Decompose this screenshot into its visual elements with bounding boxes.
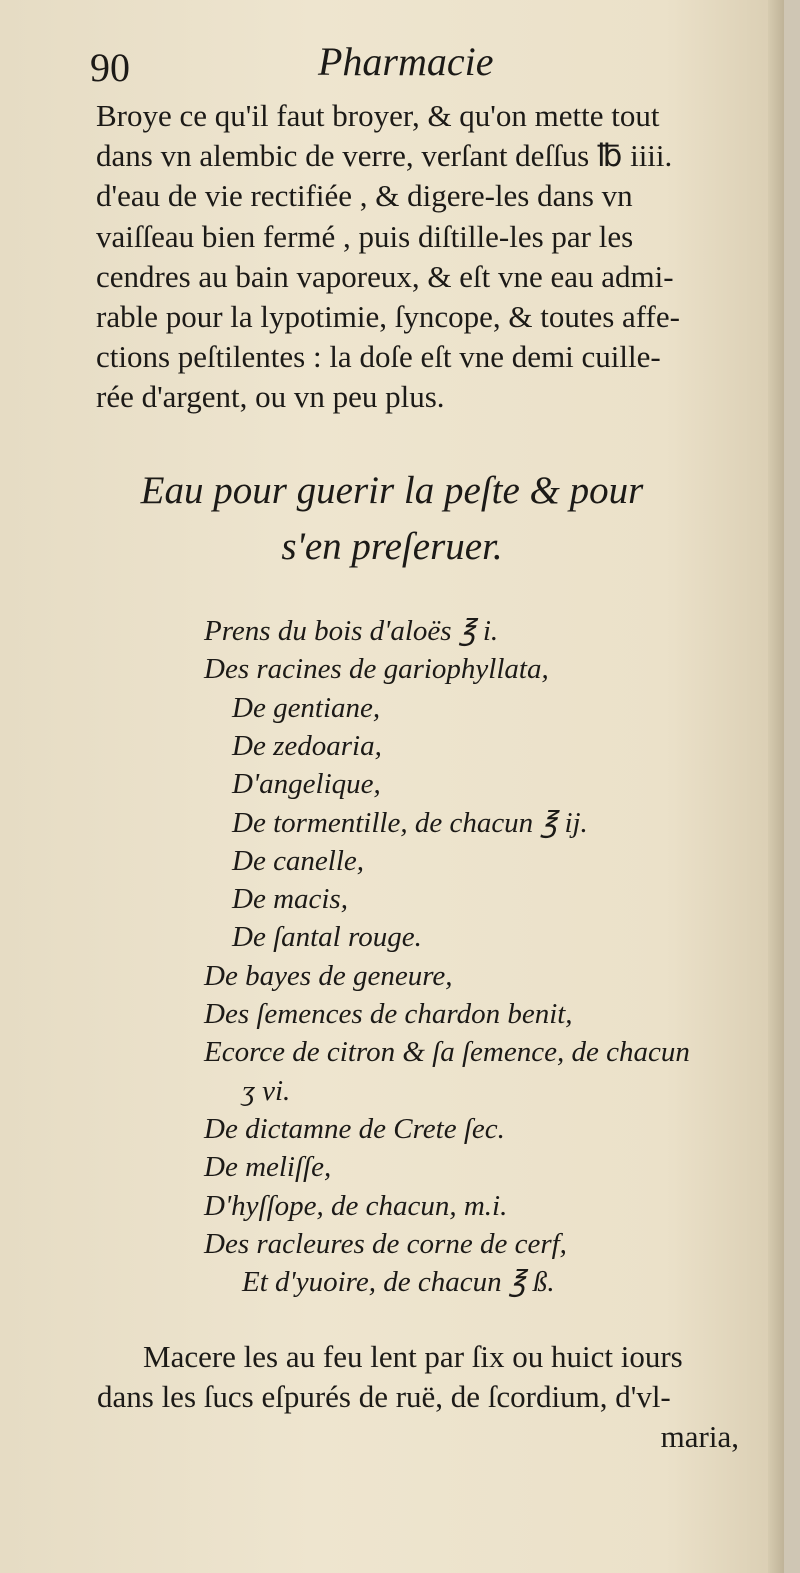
page-number: 90 xyxy=(90,45,130,90)
text-line: cendres au bain vaporeux, & eſt vne eau admi- xyxy=(96,258,674,294)
text-line: ctions peſtilentes : la doſe eſt vne demi cuille- xyxy=(96,339,661,375)
recipe-line: De zedoaria, xyxy=(232,730,382,762)
recipe-line: D'angelique, xyxy=(232,768,381,800)
text-line: d'eau de vie rectifiée , & digere-les dans vn xyxy=(96,178,633,214)
recipe-line: D'hyſſope, de chacun, m.i. xyxy=(204,1190,508,1222)
text-line: dans vn alembic de verre, verſant deſſus ℔ iiii. xyxy=(96,138,673,174)
recipe-line: Et d'yuoire, de chacun ℥ ß. xyxy=(242,1266,555,1298)
page-header xyxy=(90,38,740,98)
paragraph-2 xyxy=(97,1337,763,1457)
recipe-line: De dictamne de Crete ſec. xyxy=(204,1113,505,1145)
recipe-line: ʒ vi. xyxy=(242,1075,291,1107)
recipe-line: De gentiane, xyxy=(232,692,381,724)
text-line: Macere les au feu lent par ſix ou huict iours xyxy=(143,1339,683,1374)
recipe-line: Des racleures de corne de cerf, xyxy=(204,1228,567,1260)
text-line: vaiſſeau bien fermé , puis diſtille-les par les xyxy=(96,218,634,254)
recipe-line: Des racines de gariophyllata, xyxy=(204,653,549,685)
section-heading-line-1: Eau pour guerir la peſte & pour xyxy=(140,469,644,512)
recipe-line: De ſantal rouge. xyxy=(232,921,422,953)
recipe-line: Des ſemences de chardon benit, xyxy=(204,998,573,1030)
section-heading-line-2: s'en preſeruer. xyxy=(281,525,503,568)
catchword: maria, xyxy=(660,1419,739,1454)
text-line: rée d'argent, ou vn peu plus. xyxy=(96,379,445,415)
recipe-line: De bayes de geneure, xyxy=(204,960,453,992)
paragraph-1 xyxy=(96,96,736,418)
recipe-line: De macis, xyxy=(232,883,348,915)
recipe-line: De canelle, xyxy=(232,845,365,877)
text-line: rable pour la lypotimie, ſyncope, & toutes affe- xyxy=(96,299,680,335)
text-line: Broye ce qu'il faut broyer, & qu'on mette tout xyxy=(96,98,660,133)
page-edge xyxy=(768,0,784,1573)
running-title: Pharmacie xyxy=(318,39,494,84)
recipe-line: De meliſſe, xyxy=(204,1151,332,1183)
recipe-line: Ecorce de citron & ſa ſemence, de chacun xyxy=(204,1036,690,1068)
text-line: dans les ſucs eſpurés de ruë, de ſcordium, d'vl- xyxy=(97,1379,671,1414)
recipe-line: Prens du bois d'aloës ℥ i. xyxy=(204,615,499,647)
recipe-line: De tormentille, de chacun ℥ ij. xyxy=(232,807,588,839)
